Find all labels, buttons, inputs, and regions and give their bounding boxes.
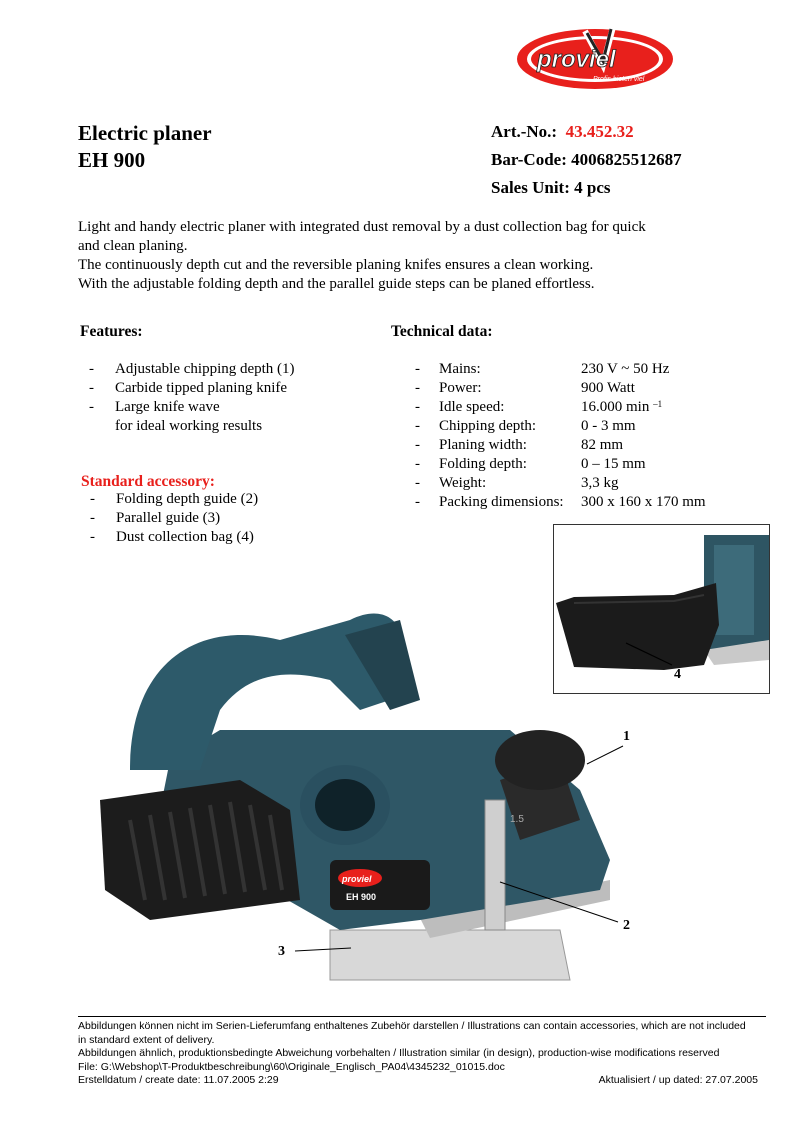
- callout-2: 2: [623, 918, 630, 933]
- list-item: - Folding depth guide (2): [90, 491, 259, 507]
- svg-text:proviel: proviel: [342, 874, 372, 884]
- tech-row: - Chipping depth: 0 - 3 mm: [415, 418, 636, 434]
- product-description: [78, 218, 738, 294]
- update-date: Aktualisiert / up dated: 27.07.2005: [598, 1074, 758, 1086]
- features-heading: Features:: [80, 323, 143, 340]
- tech-row: - Power: 900 Watt: [415, 380, 635, 396]
- sales-unit-value: 4 pcs: [574, 178, 611, 197]
- callout-2-line: [498, 880, 620, 925]
- footer: [78, 1016, 766, 1088]
- description-line: Light and handy electric planer with integrated dust removal by a dust collection bag for quick: [78, 219, 646, 235]
- tech-row: - Folding depth: 0 – 15 mm: [415, 456, 646, 472]
- description-line: With the adjustable folding depth and the parallel guide steps can be planed effortless.: [78, 276, 595, 292]
- technical-data-list: [415, 360, 775, 512]
- footer-line: Abbildungen können nicht im Serien-Lieferumfang enthaltenes Zubehör darstellen / Illustrations can contain accessories, which are not included: [78, 1020, 746, 1032]
- tech-row: - Idle speed: 16.000 min $^{-1}$: [415, 399, 663, 415]
- footer-dates: [78, 1074, 766, 1088]
- art-no-label: Art.-No.:: [491, 122, 558, 141]
- tech-row: - Mains: 230 V ~ 50 Hz: [415, 361, 670, 377]
- callout-3-line: [293, 946, 353, 954]
- brand-logo: [515, 23, 675, 93]
- list-item: - Dust collection bag (4): [90, 529, 254, 545]
- planer-illustration: [90, 560, 650, 1010]
- svg-text:Profis bieten viel: Profis bieten viel: [593, 76, 645, 83]
- callout-3: 3: [278, 944, 285, 959]
- barcode: [491, 146, 682, 174]
- footer-line: Abbildungen ähnlich, produktionsbedingte Abweichung vorbehalten / Illustration similar (in design), production-wise modifications reserved: [78, 1047, 720, 1059]
- description-line: The continuously depth cut and the reversible planing knifes ensures a clean working.: [78, 257, 594, 273]
- footer-line: in standard extent of delivery.: [78, 1033, 215, 1046]
- art-no: [491, 118, 682, 146]
- features-list: [89, 360, 369, 436]
- barcode-label: Bar-Code:: [491, 150, 567, 169]
- tech-row: - Weight: 3,3 kg: [415, 475, 619, 491]
- list-item: - Parallel guide (3): [90, 510, 221, 526]
- svg-text:EH 900: EH 900: [346, 892, 377, 902]
- product-name: Electric planer: [78, 121, 212, 145]
- sales-unit: [491, 174, 682, 202]
- accessory-heading: Standard accessory:: [81, 473, 215, 490]
- proviel-logo-icon: [515, 23, 675, 93]
- barcode-value: 4006825512687: [571, 150, 682, 169]
- list-item: - Large knife wave: [89, 399, 220, 415]
- svg-text:1.5: 1.5: [510, 814, 524, 825]
- svg-text:proviel: proviel: [537, 46, 616, 73]
- list-item: - Carbide tipped planing knife: [89, 380, 288, 396]
- sales-unit-label: Sales Unit:: [491, 178, 570, 197]
- callout-1: 1: [623, 729, 630, 744]
- tech-row: - Planing width: 82 mm: [415, 437, 624, 453]
- product-title: [78, 120, 212, 174]
- product-meta: [491, 118, 682, 202]
- create-date: Erstelldatum / create date: 11.07.2005 2:29: [78, 1074, 279, 1086]
- description-line: and clean planing.: [78, 238, 188, 254]
- product-model: EH 900: [78, 148, 146, 172]
- accessory-list: [90, 490, 370, 547]
- footer-file: File: G:\Webshop\T-Produktbeschreibung\60\Originale_Englisch_PA04\4345232_01015.doc: [78, 1060, 505, 1073]
- art-no-value: 43.452.32: [565, 122, 634, 141]
- list-item: for ideal working results: [115, 418, 263, 434]
- callout-1-line: [585, 744, 625, 766]
- technical-heading: Technical data:: [391, 323, 493, 340]
- tech-row: - Packing dimensions: 300 x 160 x 170 mm: [415, 494, 706, 510]
- svg-text:4: 4: [674, 667, 681, 682]
- list-item: - Adjustable chipping depth (1): [89, 361, 295, 377]
